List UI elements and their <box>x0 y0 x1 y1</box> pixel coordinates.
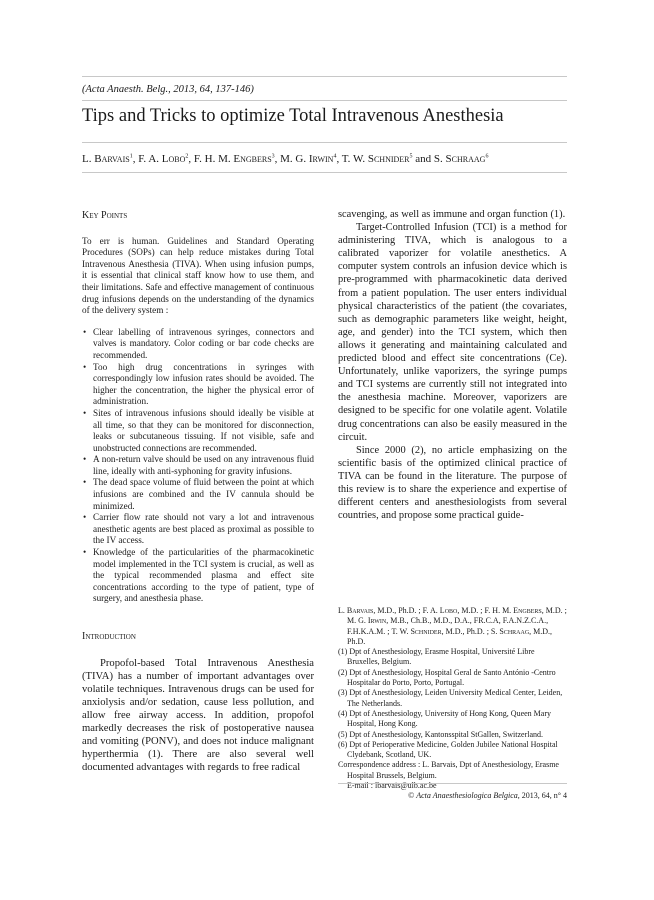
affiliation-item: (6) Dpt of Perioperative Medicine, Golden Jubilee National Hospital Clydebank, Scotland, UK. <box>338 739 558 760</box>
left-column <box>82 208 314 774</box>
introduction-paragraph: Propofol-based Total Intravenous Anesthesia (TIVA) has a number of important advantages over volatile techniques. Intravenous drugs can be used for anxiolysis and/or sedation, cause less pollution, and allow free airway access. In addition, propofol markedly decreases the risk of postoperative nausea and vomiting (PONV), and does not induce malignant hyperthermia (1). There are also several well documented advantages with regards to free radical <box>82 657 314 774</box>
list-item: • Knowledge of the particularities of the pharmacokinetic model implemented in the TCI system is crucial, as well as the typical recommended plasma and effect site concentrations according to the type of patient, type of surgery, and anesthesia phase. <box>82 547 314 605</box>
page-footer <box>338 791 567 800</box>
author: F. H. M. Engbers$^3$, <box>193 153 281 165</box>
affiliation-item: (1) Dpt of Anesthesiology, Erasme Hospital, Université Libre Bruxelles, Belgium. <box>338 647 535 667</box>
author: F. A. Lobo$^2$, <box>138 153 194 165</box>
introduction-heading: Introduction <box>82 631 136 642</box>
author: and S. Schraag$^6$ <box>415 153 489 165</box>
key-points-list <box>82 327 314 605</box>
top-rule <box>82 76 567 77</box>
affiliation-item: (3) Dpt of Anesthesiology, Leiden University Medical Center, Leiden, The Netherlands. <box>338 688 563 708</box>
authors-rule <box>82 172 567 173</box>
author-degrees: L. Barvais, M.D., Ph.D. ; F. A. Lobo, M.D. ; F. H. M. Engbers, M.D. ; M. G. Irwin, M.B., Ch.B., M.D., D.A., FR.C.A, F.A.N.Z.C.A., F.H.K.A.M. ; T. W. Schnider, M.D., Ph.D. ; S. Schraag, M.D., Ph.D. <box>338 606 567 646</box>
correspondence-email: E-mail : lbarvais@ulb.ac.be <box>347 781 437 791</box>
footer-rule <box>338 783 567 784</box>
key-points-intro: To err is human. Guidelines and Standard Operating Procedures (SOPs) can help reduce mistakes during Total Intravenous Anesthesia (TIVA). When using infusion pumps, it is essential that clinical staff know how to use them, and their limitations. Safe and effective management of continuous drug infusions depends on the understanding of the dynamics of the delivery system : <box>82 235 314 316</box>
affiliation-item: (5) Dpt of Anesthesiology, Kantonsspital StGallen, Switzerland. <box>338 729 544 739</box>
affiliation-item: (4) Dpt of Anesthesiology, University of Hong Kong, Queen Mary Hospital, Hong Kong. <box>338 708 552 729</box>
author-list <box>82 153 572 165</box>
copyright-symbol: © <box>408 791 415 800</box>
list-item: • Sites of intravenous infusions should ideally be visible at all time, so that they can be monitored for disconnection, leaks or subcutaneous tissuing. If not visible, safe and unobstructed connections are recommended. <box>82 408 314 454</box>
body-paragraph-purpose: Since 2000 (2), no article emphasizing on the scientific basis of the optimized clinical practice of TIVA can be found in the literature. The purpose of this review is to share the experience and expertise of different centers and anesthesiologists from several countries, and propose some practical guide- <box>338 444 567 522</box>
body-paragraph-tci: Target-Controlled Infusion (TCI) is a method for administering TIVA, which is analogous to a calibrated vaporizer for volatile anesthetics. A computer system controls an infusion device which is pre-programmed with pharmacokinetic data derived from a patient population. The user enters individual physical characteristics of the patient (the covariates, such as demographic parameters like weight, height, age, and gender) into the TCI system, which then allows it generating and maintaining calculated and predicted blood and effect site concentrations (Ce). Unfortunately, unlike vaporizers, the syringe pumps and TCI systems are currently still not integrated into the anesthesia machine. Moreover, vaporizers are designed to be specific for one volatile agent. Volatile drug concentrations can also be easily measured in the circuit. <box>338 222 567 443</box>
journal-issue: , 2013, 64, n° 4 <box>517 791 567 800</box>
author: T. W. Schnider$^5$ <box>341 153 413 165</box>
journal-name: Acta Anaesthesiologica Belgica <box>416 791 518 800</box>
correspondence-address: Correspondence address : L. Barvais, Dpt of Anesthesiology, Erasme Hospital Brussels, Belgium. <box>338 760 559 780</box>
right-column <box>338 208 567 522</box>
affiliation-item: (2) Dpt of Anesthesiology, Hospital Geral de Santo António -Centro Hospitalar do Porto, Porto, Portugal. <box>338 667 556 688</box>
author: L. Barvais$^1$, <box>82 153 139 165</box>
citation-rule <box>82 100 567 101</box>
affiliations-block <box>338 606 567 791</box>
article-title: Tips and Tricks to optimize Total Intravenous Anesthesia <box>82 106 504 126</box>
body-paragraph-continued: scavenging, as well as immune and organ function (1). <box>338 209 566 220</box>
list-item: • Clear labelling of intravenous syringes, connectors and valves is mandatory. Color coding or bar code checks are recommended. <box>82 327 314 362</box>
author: M. G. Irwin$^4$, <box>280 153 342 165</box>
journal-citation: (Acta Anaesth. Belg., 2013, 64, 137-146) <box>82 84 254 95</box>
title-rule <box>82 142 567 143</box>
list-item: • A non-return valve should be used on any intravenous fluid line, ideally with anti-syphoning for gravity infusions. <box>82 454 314 477</box>
list-item: • Carrier flow rate should not vary a lot and intravenous anesthetic agents are best placed as proximal as possible to the IV access. <box>82 512 314 547</box>
key-points-heading: Key Points <box>82 210 128 221</box>
list-item: • Too high drug concentrations in syringes with correspondingly low infusion rates should be avoided. The higher the concentration, the higher the physical error of administration. <box>82 362 314 408</box>
list-item: • The dead space volume of fluid between the point at which infusions are combined and the IV cannula should be minimized. <box>82 477 314 512</box>
